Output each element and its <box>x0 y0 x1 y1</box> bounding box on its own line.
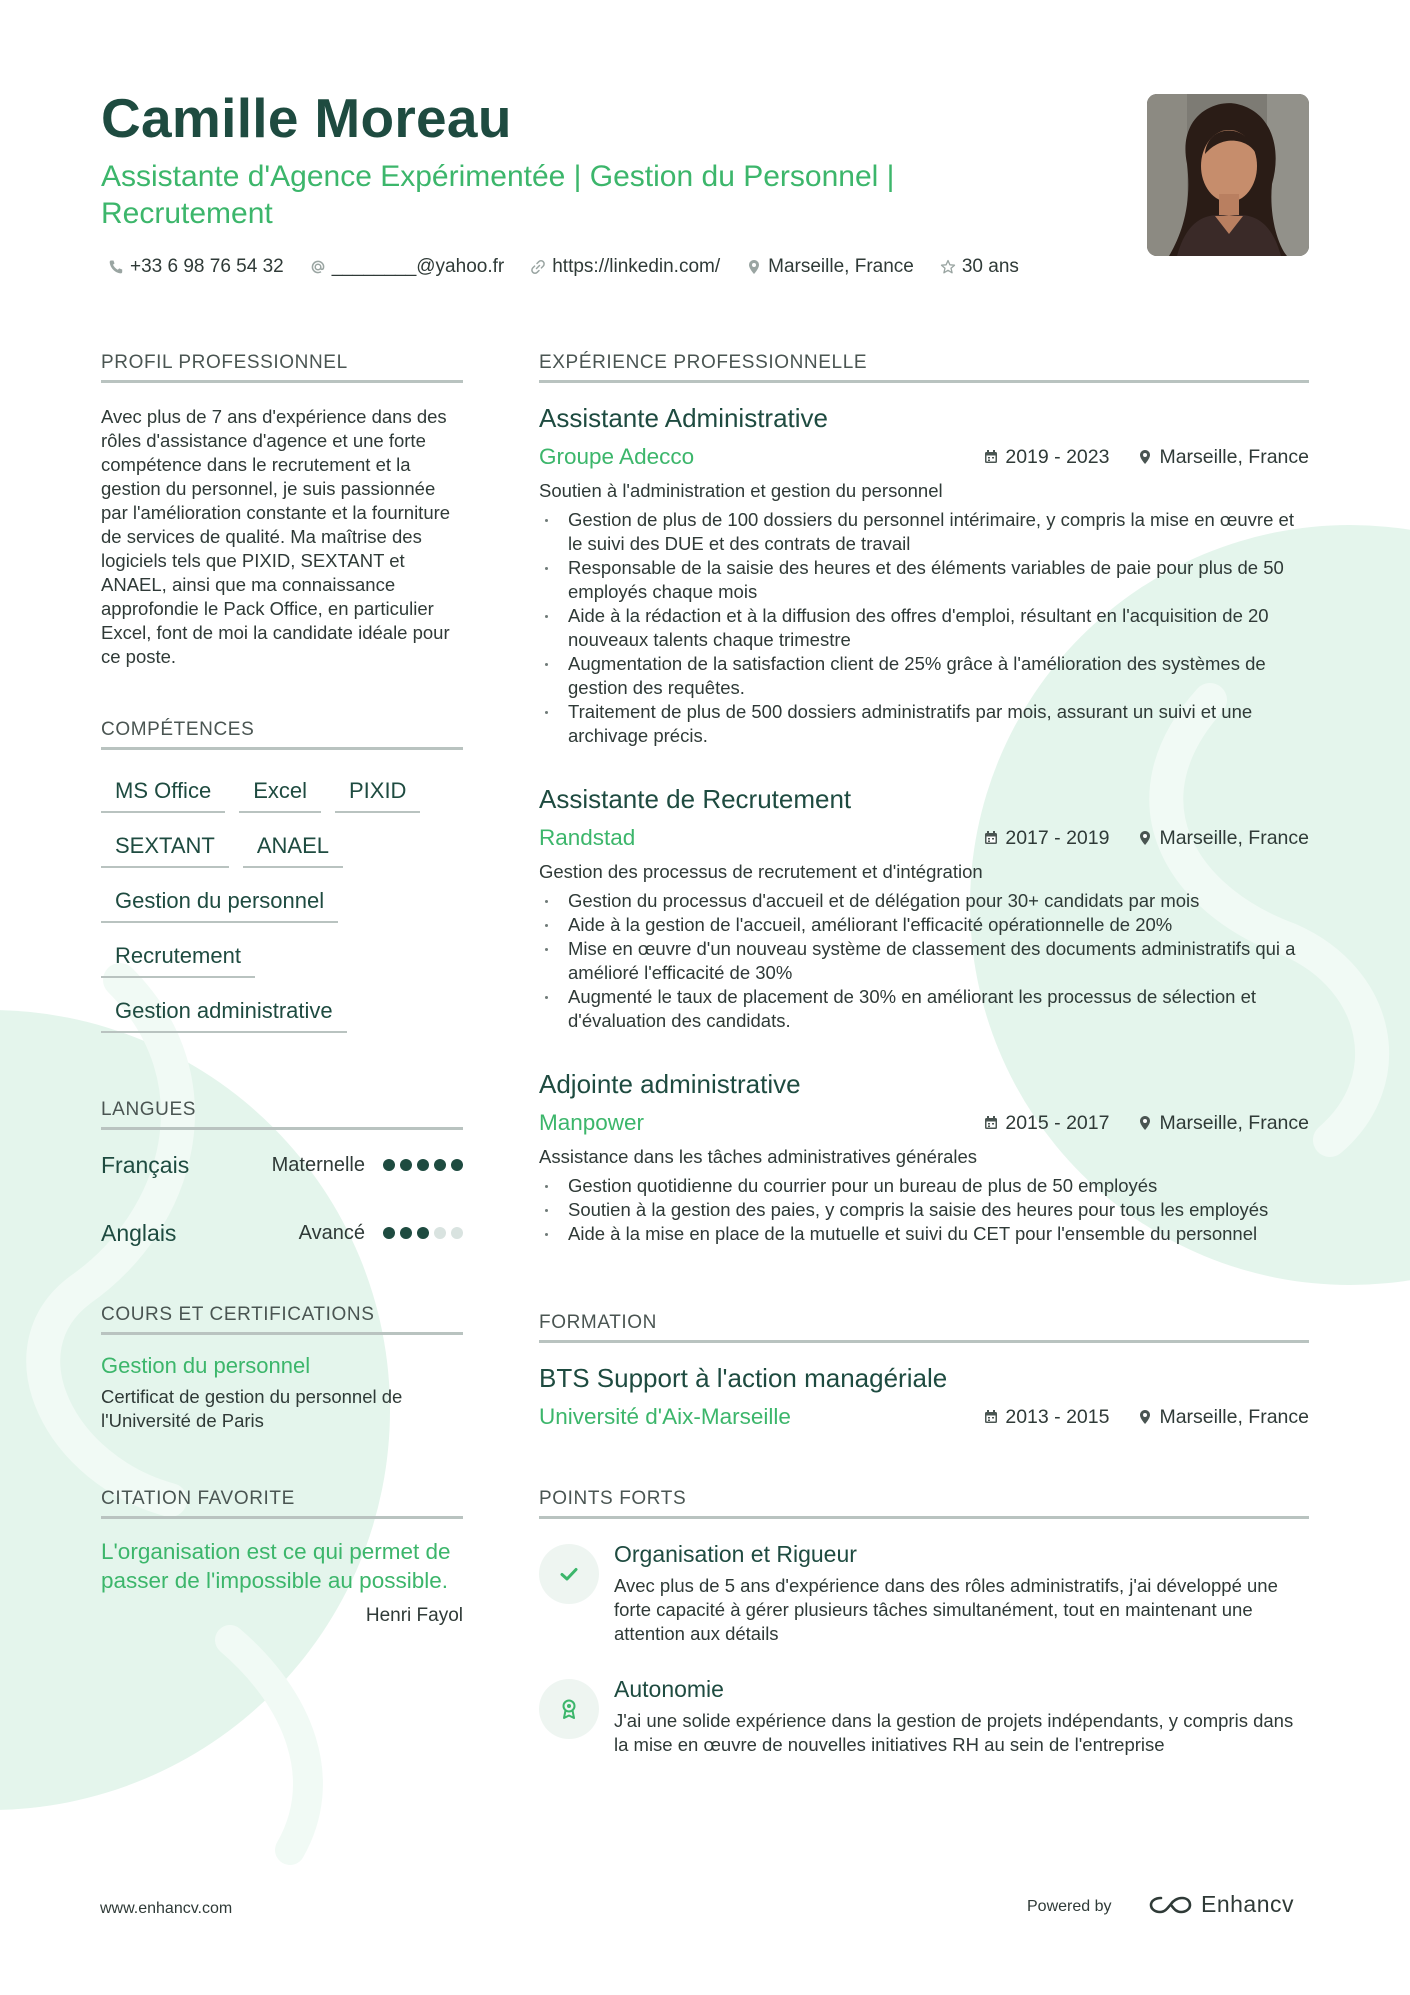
company-name: Manpower <box>539 1110 645 1135</box>
job-dates <box>983 1112 1109 1135</box>
job-location-text: Marseille, France <box>1159 1111 1309 1134</box>
languages-section <box>101 1099 463 1254</box>
enhancv-logo-icon <box>1147 1893 1193 1917</box>
location-text: Marseille, France <box>768 256 914 277</box>
job-dates-text: 2019 - 2023 <box>1005 445 1110 468</box>
strengths-section <box>539 1488 1309 1757</box>
education-meta-row <box>539 1404 1309 1430</box>
languages-section-title: LANGUES <box>101 1099 463 1130</box>
location-pin-icon <box>746 259 762 275</box>
left-column <box>101 352 463 1627</box>
certifications-section <box>101 1304 463 1433</box>
skill-tag: Excel <box>239 772 321 813</box>
job-entry <box>539 1069 1309 1246</box>
location-pin-icon <box>1137 1409 1153 1425</box>
company-name: Groupe Adecco <box>539 444 695 469</box>
rating-dot-filled <box>417 1227 429 1239</box>
linkedin-text: https://linkedin.com/ <box>552 256 721 277</box>
job-dates <box>983 827 1109 850</box>
job-dates <box>983 446 1109 469</box>
job-location-text: Marseille, France <box>1159 826 1309 849</box>
rating-dot-filled <box>417 1159 429 1171</box>
skill-tag: SEXTANT <box>101 827 229 868</box>
rating-dot-filled <box>434 1159 446 1171</box>
job-title: Assistante de Recrutement <box>539 784 852 814</box>
language-rating <box>383 1159 463 1171</box>
contact-location <box>746 256 914 278</box>
language-name: Anglais <box>101 1219 177 1246</box>
location-pin-icon <box>1137 1115 1153 1131</box>
phone-icon <box>108 259 124 275</box>
rating-dot-empty <box>434 1227 446 1239</box>
job-meta-row <box>539 825 1309 851</box>
strength-description: J'ai une solide expérience dans la gestion de projets indépendants, y compris dans la mise en œuvre de nouvelles initiatives RH au sein de l'entreprise <box>614 1710 1294 1755</box>
job-location-text: Marseille, France <box>1159 445 1309 468</box>
skills-section-title: COMPÉTENCES <box>101 719 463 750</box>
job-bullet: Traitement de plus de 500 dossiers administratifs par mois, assurant un suivi et une archivage précis. <box>539 700 1309 748</box>
job-location <box>1137 1112 1309 1135</box>
star-icon <box>940 259 956 275</box>
job-bullet: Mise en œuvre d'un nouveau système de classement des documents administratifs qui a amélioré l'efficacité de 30% <box>539 937 1309 985</box>
job-bullet: Gestion de plus de 100 dossiers du personnel intérimaire, y compris la mise en œuvre et le suivi des DUE et des contrats de travail <box>539 508 1309 556</box>
job-description: Soutien à l'administration et gestion du personnel <box>539 480 943 501</box>
skills-list <box>101 772 463 1033</box>
company-name: Randstad <box>539 825 636 850</box>
job-meta-row <box>539 1110 1309 1136</box>
job-bullet: Aide à la rédaction et à la diffusion des offres d'emploi, résultant en l'acquisition de 20 nouveaux talents chaque trimestre <box>539 604 1309 652</box>
certification-name: Gestion du personnel <box>101 1353 311 1378</box>
strengths-section-title: POINTS FORTS <box>539 1488 1309 1519</box>
contact-email[interactable] <box>310 256 504 278</box>
job-title: Adjointe administrative <box>539 1069 801 1099</box>
brand-name: Enhancv <box>1201 1891 1295 1917</box>
contact-age <box>940 256 1019 278</box>
email-text: ________@yahoo.fr <box>331 256 505 277</box>
education-location <box>1137 1406 1309 1429</box>
profile-summary: Avec plus de 7 ans d'expérience dans des rôles d'assistance d'agence et une forte compétence dans le recrutement et la gestion du personnel, je suis passionnée par l'amélioration constante et la fourniture de services de qualité. Ma maîtrise des logiciels tels que PIXID, SEXTANT et ANAEL, ainsi que ma connaissance approfondie le Pack Office, en particulier Excel, font de moi la candidate idéale pour ce poste. <box>101 406 451 667</box>
language-level: Maternelle <box>271 1153 365 1176</box>
quote-author: Henri Fayol <box>365 1605 463 1626</box>
job-dates-text: 2015 - 2017 <box>1005 1111 1110 1134</box>
calendar-icon <box>983 830 999 846</box>
footer-url[interactable]: www.enhancv.com <box>100 1900 233 1917</box>
quote-section-title: CITATION FAVORITE <box>101 1488 463 1519</box>
phone-text: +33 6 98 76 54 32 <box>130 256 284 277</box>
skills-section <box>101 719 463 1033</box>
education-dates <box>983 1406 1109 1429</box>
school-name: Université d'Aix-Marseille <box>539 1404 791 1429</box>
location-pin-icon <box>1137 449 1153 465</box>
education-section-title: FORMATION <box>539 1312 1309 1343</box>
candidate-headline: Assistante d'Agence Expérimentée | Gestion du Personnel | Recrutement <box>101 160 895 230</box>
skill-tag: Recrutement <box>101 937 255 978</box>
rating-dot-filled <box>383 1227 395 1239</box>
certification-description: Certificat de gestion du personnel de l'Université de Paris <box>101 1386 403 1431</box>
job-bullet: Gestion du processus d'accueil et de délégation pour 30+ candidats par mois <box>539 889 1309 913</box>
certifications-section-title: COURS ET CERTIFICATIONS <box>101 1304 463 1335</box>
language-name: Français <box>101 1151 190 1178</box>
profile-section <box>101 352 463 669</box>
strength-item <box>539 1676 1309 1757</box>
job-bullet: Augmentation de la satisfaction client de 25% grâce à l'amélioration des systèmes de gestion des requêtes. <box>539 652 1309 700</box>
job-bullets <box>539 508 1309 748</box>
job-dates-text: 2017 - 2019 <box>1005 826 1110 849</box>
job-bullet: Gestion quotidienne du courrier pour un bureau de plus de 50 employés <box>539 1174 1309 1198</box>
skill-tag: Gestion du personnel <box>101 882 338 923</box>
job-bullets <box>539 1174 1309 1246</box>
job-bullets <box>539 889 1309 1033</box>
strength-icon-badge <box>539 1679 599 1739</box>
degree-title: BTS Support à l'action managériale <box>539 1363 948 1393</box>
contact-linkedin[interactable] <box>530 256 720 278</box>
strength-title: Organisation et Rigueur <box>614 1541 857 1567</box>
skill-tag: PIXID <box>335 772 420 813</box>
job-title: Assistante Administrative <box>539 403 829 433</box>
contact-phone[interactable] <box>108 256 284 278</box>
language-rating <box>383 1227 463 1239</box>
link-icon <box>530 259 546 275</box>
location-pin-icon <box>1137 830 1153 846</box>
calendar-icon <box>983 449 999 465</box>
profile-section-title: PROFIL PROFESSIONNEL <box>101 352 463 383</box>
rating-dot-filled <box>383 1159 395 1171</box>
experience-section <box>539 352 1309 1246</box>
award-icon <box>557 1697 581 1721</box>
right-column <box>539 352 1309 1757</box>
rating-dot-filled <box>400 1159 412 1171</box>
rating-dot-filled <box>400 1227 412 1239</box>
strength-icon-badge <box>539 1544 599 1604</box>
skill-tag: Gestion administrative <box>101 992 347 1033</box>
job-bullet: Responsable de la saisie des heures et des éléments variables de paie pour plus de 50 employés chaque mois <box>539 556 1309 604</box>
skill-tag: MS Office <box>101 772 225 813</box>
contact-bar <box>108 256 1019 278</box>
job-entry <box>539 403 1309 748</box>
job-description: Assistance dans les tâches administratives générales <box>539 1146 978 1167</box>
education-location-text: Marseille, France <box>1159 1405 1309 1428</box>
skill-tag: ANAEL <box>243 827 343 868</box>
calendar-icon <box>983 1409 999 1425</box>
job-bullet: Augmenté le taux de placement de 30% en améliorant les processus de sélection et d'évaluation des candidats. <box>539 985 1309 1033</box>
strength-item <box>539 1541 1309 1646</box>
job-bullet: Aide à la gestion de l'accueil, améliorant l'efficacité opérationnelle de 20% <box>539 913 1309 937</box>
powered-by-label: Powered by <box>1027 1898 1112 1915</box>
education-dates-text: 2013 - 2015 <box>1005 1405 1110 1428</box>
job-bullet: Aide à la mise en place de la mutuelle et suivi du CET pour l'ensemble du personnel <box>539 1222 1309 1246</box>
language-row <box>101 1144 463 1186</box>
strength-description: Avec plus de 5 ans d'expérience dans des rôles administratifs, j'ai développé une forte capacité à gérer plusieurs tâches simultanément, tout en maintenant une attention aux détails <box>614 1575 1278 1644</box>
at-icon <box>310 259 326 275</box>
brand-logo[interactable] <box>1147 1891 1294 1918</box>
strength-title: Autonomie <box>614 1676 724 1702</box>
calendar-icon <box>983 1115 999 1131</box>
rating-dot-empty <box>451 1227 463 1239</box>
job-location <box>1137 446 1309 469</box>
job-entry <box>539 784 1309 1033</box>
favorite-quote: L'organisation est ce qui permet de passer de l'impossible au possible. <box>101 1539 451 1593</box>
job-meta-row <box>539 444 1309 470</box>
job-description: Gestion des processus de recrutement et d'intégration <box>539 861 983 882</box>
job-bullet: Soutien à la gestion des paies, y compris la saisie des heures pour tous les employés <box>539 1198 1309 1222</box>
quote-section <box>101 1488 463 1627</box>
language-level: Avancé <box>298 1221 365 1244</box>
check-icon <box>557 1562 581 1586</box>
language-row <box>101 1212 463 1254</box>
education-entry <box>539 1363 1309 1430</box>
age-text: 30 ans <box>961 256 1019 277</box>
job-location <box>1137 827 1309 850</box>
education-section <box>539 1312 1309 1430</box>
profile-photo <box>1147 94 1309 256</box>
experience-section-title: EXPÉRIENCE PROFESSIONNELLE <box>539 352 1309 383</box>
candidate-name: Camille Moreau <box>101 87 512 149</box>
portrait-image <box>1147 94 1309 256</box>
rating-dot-filled <box>451 1159 463 1171</box>
